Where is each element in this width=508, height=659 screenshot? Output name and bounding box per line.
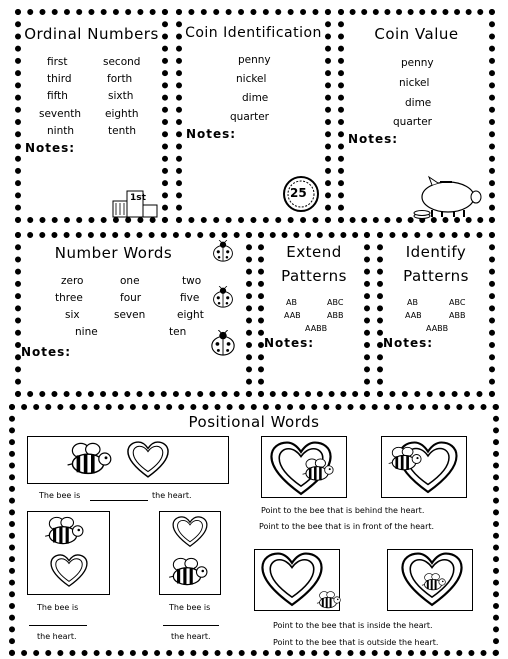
ladybug-icon [209,330,237,356]
above-panel [27,511,110,595]
number-word: four [120,292,142,304]
identify-patterns-card [377,232,495,397]
coin-word: nickel [399,77,430,89]
coin-word: dime [242,92,269,104]
ordinal-word: third [47,73,72,85]
number-words-card [15,232,252,397]
number-word: five [180,292,200,304]
coin-word: quarter [393,116,432,128]
positional-words-title: Positional Words [188,413,320,431]
number-word: two [182,275,202,287]
heart-icon [126,441,170,479]
sentence-text: The bee is [37,603,79,612]
notes-label: Notes: [383,336,434,350]
number-words-title: Number Words [54,244,173,262]
sentence-text: the heart. [152,491,192,500]
pattern-item: ABB [327,311,344,320]
answer-blank [29,625,87,626]
instruction-text: Point to the bee that is outside the heart. [273,638,439,647]
pattern-item: AAB [284,311,301,320]
number-word: ten [169,326,187,338]
quarter-coin-label: 25 [290,186,307,200]
behind-panel [261,436,347,498]
number-word: three [55,292,83,304]
notes-label: Notes: [264,336,315,350]
first-place-badge: 1st [130,193,146,203]
coin-word: penny [238,54,271,66]
ordinal-word: forth [107,73,133,85]
sentence-text: the heart. [171,632,211,641]
coin-word: penny [401,57,434,69]
bee-icon [64,441,112,477]
ordinal-numbers-title: Ordinal Numbers [24,25,159,43]
coin-identification-card [176,9,331,223]
notes-label: Notes: [348,132,399,146]
extend-patterns-card [258,232,370,397]
coin-value-card [338,9,495,223]
piggy-bank-icon [412,173,484,219]
ordinal-word: ninth [47,125,74,137]
bee-icon [315,590,341,610]
pattern-item: AB [286,298,297,307]
coin-identification-title: Coin Identification [185,25,322,41]
sentence-text: the heart. [37,632,77,641]
answer-blank [90,500,148,501]
bee-icon [420,572,446,592]
bee-icon [42,515,84,547]
answer-blank [163,625,219,626]
coin-word: quarter [230,111,269,123]
heart-icon [50,554,88,588]
beside-panel [27,436,229,484]
pattern-item: AABB [305,324,328,333]
ordinal-word: fifth [47,90,68,102]
instruction-text: Point to the bee that is inside the heart. [273,621,433,630]
coin-value-title: Coin Value [374,25,459,43]
extend-patterns-title: Extend [286,243,342,261]
number-word: eight [177,309,204,321]
positional-words-card [9,404,499,656]
pattern-item: AABB [426,324,449,333]
instruction-text: Point to the bee that is behind the heart. [261,506,425,515]
sentence-text: The bee is [169,603,211,612]
number-word: zero [61,275,84,287]
pattern-item: ABC [449,298,466,307]
ladybug-icon [211,240,235,262]
bee-icon [300,457,334,483]
ordinal-word: second [103,56,141,68]
notes-label: Notes: [21,345,72,359]
ordinal-word: first [47,56,68,68]
ordinal-word: sixth [108,90,134,102]
pattern-item: ABC [327,298,344,307]
coin-word: nickel [236,73,267,85]
instruction-text: Point to the bee that is in front of the heart. [259,522,435,531]
notes-label: Notes: [25,141,76,155]
ordinal-numbers-card [15,9,168,223]
coin-word: dime [405,97,432,109]
ladybug-icon [211,286,235,308]
pattern-item: ABB [449,311,466,320]
notes-label: Notes: [186,127,237,141]
front-panel [381,436,467,498]
pattern-item: AB [407,298,418,307]
inside-panel [387,549,473,611]
number-word: seven [114,309,146,321]
heart-icon [172,516,208,548]
ordinal-word: eighth [105,108,139,120]
sentence-text: The bee is [39,491,81,500]
ordinal-word: tenth [108,125,137,137]
below-panel [159,511,221,595]
identify-patterns-title: Identify [405,243,467,261]
ordinal-word: seventh [39,108,82,120]
outside-panel [254,549,340,611]
bee-icon [386,445,422,473]
pattern-item: AAB [405,311,422,320]
number-word: one [120,275,140,287]
extend-patterns-title-2: Patterns [281,267,347,285]
number-word: nine [75,326,98,338]
bee-icon [166,556,208,588]
identify-patterns-title-2: Patterns [403,267,469,285]
number-word: six [65,309,80,321]
